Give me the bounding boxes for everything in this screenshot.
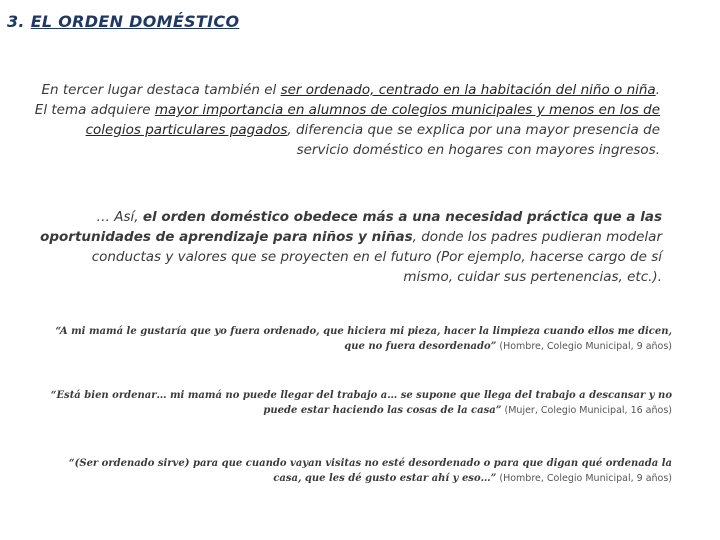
p1-intro: En tercer lugar destaca también el: [41, 82, 281, 98]
paragraph-intro: [30, 80, 660, 160]
quote-3: [40, 457, 672, 486]
section-title-text: EL ORDEN DOMÉSTICO: [30, 12, 240, 31]
p1-after1: .: [655, 82, 660, 98]
section-title: [7, 12, 239, 31]
p1-after2: , diferencia que se explica por una mayor presencia de servicio doméstico en hogares con mayores ingresos.: [287, 122, 660, 158]
quote-1-text: “A mi mamá le gustaría que yo fuera ordenado, que hiciera mi pieza, hacer la limpieza cuando ellos me dicen, que no fuera desordenado”: [55, 326, 672, 352]
p2-end: , donde los padres pudieran modelar conductas y valores que se proyecten en el futuro (Por ejemplo, hacerse cargo de sí mismo, cuidar sus pertenencias, etc.).: [91, 229, 662, 285]
quote-2-text: “Está bien ordenar… mi mamá no puede llegar del trabajo a… se supone que llega del trabajo a descansar y no puede estar haciendo las cosas de la casa”: [50, 390, 672, 416]
p2-start: … Así,: [96, 209, 143, 225]
p1-underlined-ordenado: ser ordenado, centrado en la habitación del niño o niña: [280, 82, 656, 98]
quote-3-source: (Hombre, Colegio Municipal, 9 años): [496, 472, 672, 484]
quote-1: [40, 325, 672, 354]
p1-underlined-importancia: mayor importancia en alumnos de colegios municipales y menos en los de colegios particulares pagados: [85, 102, 660, 138]
quote-2: [40, 389, 672, 418]
quote-2-source: (Mujer, Colegio Municipal, 16 años): [501, 404, 672, 416]
section-number: 3.: [7, 12, 25, 31]
quote-3-text: “(Ser ordenado sirve) para que cuando vayan visitas no esté desordenado o para que digan qué ordenada la casa, que les dé gusto estar ahí y eso…”: [68, 458, 672, 484]
paragraph-conclusion: [40, 207, 662, 287]
p1-line2-start: El tema adquiere: [34, 102, 155, 118]
p2-bold: el orden doméstico obedece más a una necesidad práctica que a las oportunidades de aprendizaje para niños y niñas: [40, 209, 662, 245]
quote-1-source: (Hombre, Colegio Municipal, 9 años): [496, 340, 672, 352]
